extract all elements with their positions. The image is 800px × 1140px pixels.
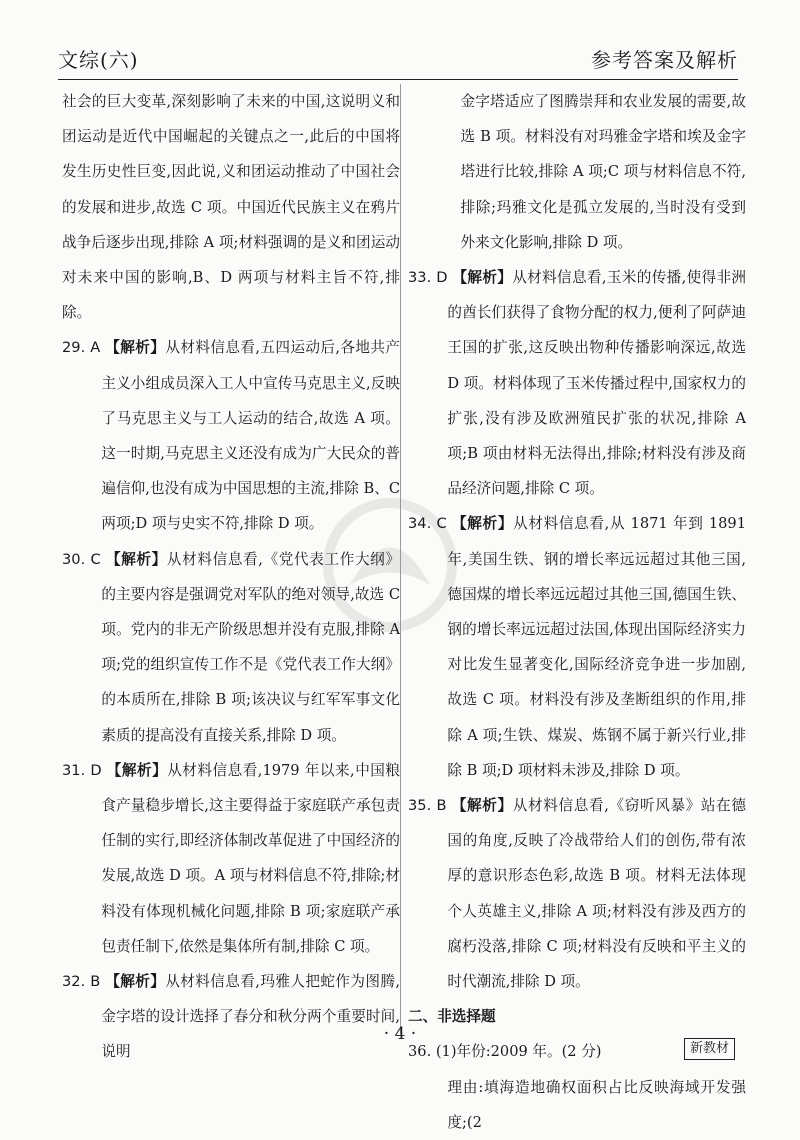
- analysis-tag: 【解析】: [105, 339, 166, 357]
- answer-number: 29. A: [62, 339, 101, 357]
- answer-30: [62, 542, 400, 753]
- header-title: 参考答案及解析: [591, 48, 738, 72]
- section-title: 二、非选择题: [408, 1008, 496, 1026]
- header-subject: 文综(六): [58, 48, 139, 72]
- answer-32: [62, 964, 400, 1070]
- column-divider: [400, 84, 401, 1034]
- answer-32-continuation: 金字塔适应了图腾崇拜和农业发展的需要,故选 B 项。材料没有对玛雅金字塔和埃及金字塔进行比较,排除 A 项;C 项与材料信息不符,排除;玛雅文化是孤立发展的,当时没有受到外来文化影响,排除 D 项。: [460, 93, 746, 251]
- page-header: [58, 44, 738, 80]
- answer-text: 从材料信息看,《党代表工作大纲》的主要内容是强调党对军队的绝对领导,故选 C 项。党内的非无产阶级思想并没有克服,排除 A 项;党的组织宣传工作不是《党代表工作大纲》的本质所在,排除 B 项;该决议与红军军事文化素质的提高没有直接关系,排除 D 项。: [101, 550, 401, 744]
- answer-33: [408, 260, 746, 506]
- answer-31: [62, 753, 400, 964]
- answer-number: 32. B: [62, 973, 101, 991]
- answer-number: 35. B: [408, 797, 447, 815]
- answer-36-line-2: 理由:填海造地确权面积占比反映海域开发强度;(2: [447, 1078, 746, 1131]
- answer-number: 33. D: [408, 269, 448, 287]
- page-number: · 4 ·: [383, 1024, 417, 1044]
- answer-35: [408, 788, 746, 999]
- analysis-tag: 【解析】: [105, 550, 167, 568]
- answer-text: 从材料信息看,五四运动后,各地共产主义小组成员深入工人中宣传马克思主义,反映了马克思主义与工人运动的结合,故选 A 项。这一时期,马克思主义还没有成为广大民众的普遍信仰,也没有成为中国思想的主流,排除 B、C 两项;D 项与史实不符,排除 D 项。: [101, 339, 400, 533]
- answer-number: 30. C: [62, 550, 101, 568]
- answer-number: 31. D: [62, 761, 102, 779]
- analysis-tag: 【解析】: [451, 797, 513, 815]
- right-column: [408, 84, 746, 1140]
- analysis-tag: 【解析】: [452, 269, 513, 287]
- answer-34: [408, 506, 746, 788]
- analysis-tag: 【解析】: [106, 761, 168, 779]
- answer-29: [62, 330, 400, 541]
- answer-number: 34. C: [408, 515, 447, 533]
- answer-text: 从材料信息看,玛雅人把蛇作为图腾,金字塔的设计选择了春分和秋分两个重要时间,说明: [101, 973, 400, 1061]
- analysis-tag: 【解析】: [452, 515, 514, 533]
- answer-36-line-1: 36. (1)年份:2009 年。(2 分): [408, 1043, 602, 1061]
- answer-text: 从材料信息看,玉米的传播,使得非洲的酋长们获得了食物分配的权力,便利了阿萨迪王国的扩张,这反映出物种传播影响深远,故选 D 项。材料体现了玉米传播过程中,国家权力的扩张,没有涉及欧洲殖民扩张的状况,排除 A 项;B 项由材料无法得出,排除;材料没有涉及商品经济问题,排除 C 项。: [447, 269, 746, 498]
- answer-28-continuation: 社会的巨大变革,深刻影响了未来的中国,这说明义和团运动是近代中国崛起的关键点之一,此后的中国将发生历史性巨变,因此说,义和团运动推动了中国社会的发展和进步,故选 C 项。中国近代民族主义在鸦片战争后逐步出现,排除 A 项;材料强调的是义和团运动对未来中国的影响,B、D 两项与材料主旨不符,排除。: [62, 93, 400, 322]
- left-column: [62, 84, 400, 1070]
- edition-badge: 新教材: [684, 1038, 735, 1060]
- answer-text: 从材料信息看,从 1871 年到 1891 年,美国生铁、钢的增长率远远超过其他三国,德国煤的增长率远远超过其他三国,德国生铁、钢的增长率远远超过法国,体现出国际经济实力对比发生显著变化,国际经济竞争进一步加剧,故选 C 项。材料没有涉及垄断组织的作用,排除 A 项;生铁、煤炭、炼钢不属于新兴行业,排除 B 项;D 项材料未涉及,排除 D 项。: [447, 515, 746, 779]
- answer-text: 从材料信息看,1979 年以来,中国粮食产量稳步增长,这主要得益于家庭联产承包责任制的实行,即经济体制改革促进了中国经济的发展,故选 D 项。A 项与材料信息不符,排除;材料没有体现机械化问题,排除 B 项;家庭联产承包责任制下,依然是集体所有制,排除 C 项。: [101, 761, 400, 955]
- analysis-tag: 【解析】: [105, 973, 166, 991]
- answer-text: 从材料信息看,《窃听风暴》站在德国的角度,反映了冷战带给人们的创伤,带有浓厚的意识形态色彩,故选 B 项。材料无法体现个人英雄主义,排除 A 项;材料没有涉及西方的腐朽没落,排除 C 项;材料没有反映和平主义的时代潮流,排除 D 项。: [447, 797, 747, 991]
